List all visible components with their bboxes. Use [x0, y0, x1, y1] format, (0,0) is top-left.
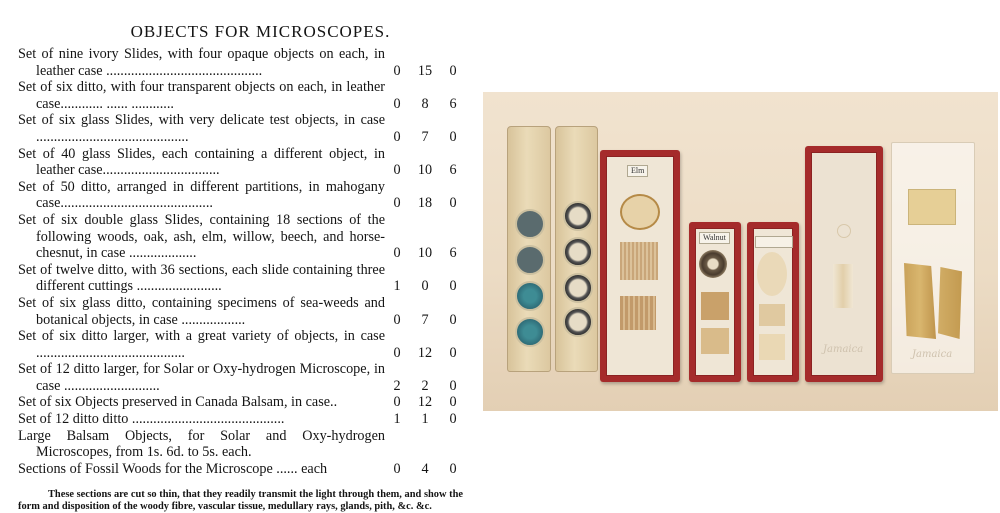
ivory-slide-transparent: [555, 126, 598, 372]
slides-photograph: [483, 92, 998, 411]
catalog-entry: [18, 411, 463, 428]
entry-description: Set of 12 ditto ditto ...........................................: [18, 411, 285, 428]
entry-price: [389, 394, 461, 411]
price-pounds: 0: [393, 128, 401, 145]
catalog-entry: [18, 328, 463, 361]
walnut-section-slide: [689, 222, 741, 382]
wood-section-round: [757, 252, 787, 296]
entry-description: Large Balsam Objects, for Solar and Oxy-hydrogen Microscopes, from 1s. 6d. to 5s. each.: [18, 427, 385, 461]
entry-price: [389, 278, 461, 295]
entry-description: Sections of Fossil Woods for the Microscope ...... each: [18, 460, 328, 477]
entry-description: Set of six double glass Slides, containing 18 sections of the following woods, oak, ash, elm, willow, beech, and horse-chesnut, in case ...................: [18, 211, 385, 262]
entry-description: Set of twelve ditto, with 36 sections, each slide containing three different cuttings ........................: [18, 261, 385, 295]
price-pounds: 0: [393, 162, 401, 179]
entry-description: Set of six ditto larger, with a great variety of objects, in case ..........................................: [18, 328, 385, 361]
catalog-page: [18, 22, 463, 513]
price-shillings: 0: [421, 278, 429, 295]
entry-price: [389, 312, 461, 329]
opaque-object: [515, 317, 545, 347]
slide-label-walnut: Walnut: [699, 232, 730, 244]
catalog-footnote: These sections are cut so thin, that they readily transmit the light through them, and show the form and disposition of the woody fibre, vascular tissue, medullary rays, glands, pith, &c. &c.: [18, 489, 463, 513]
slide-label-blank: [755, 236, 793, 248]
wood-section-long: [759, 304, 785, 326]
jamaica-glass-slide: [891, 142, 975, 374]
entry-description: Set of 50 ditto, arranged in different partitions, in mahogany case...........................................: [18, 178, 385, 212]
price-pence: 6: [449, 95, 457, 112]
catalog-entry: [18, 461, 463, 478]
entry-description: Set of 40 glass Slides, each containing a different object, in leather case.................................: [18, 145, 385, 179]
price-pounds: 0: [393, 311, 401, 328]
price-pence: 0: [449, 311, 457, 328]
entry-price: [389, 195, 461, 212]
price-pounds: 0: [393, 460, 401, 477]
catalog-entry: [18, 394, 463, 411]
price-pounds: 2: [393, 377, 401, 394]
entry-description: Set of six Objects preserved in Canada Balsam, in case..: [18, 394, 338, 411]
entry-description: Set of six ditto, with four transparent objects on each, in leather case............ ...... ............: [18, 79, 385, 112]
opaque-object: [515, 245, 545, 275]
entry-price: [389, 245, 461, 262]
entry-price: [389, 96, 461, 113]
transparent-object: [563, 307, 593, 337]
price-pence: 6: [449, 162, 457, 179]
catalog-entry: [18, 361, 463, 394]
entry-price: [389, 129, 461, 146]
price-pence: 0: [449, 344, 457, 361]
ivory-slide-opaque: [507, 126, 551, 372]
wood-section-long: [620, 242, 658, 280]
price-pence: 0: [449, 460, 457, 477]
price-pounds: 0: [393, 344, 401, 361]
price-pounds: 0: [393, 95, 401, 112]
entry-price: [389, 411, 461, 428]
catalog-title: OBJECTS FOR MICROSCOPES.: [130, 22, 391, 41]
price-shillings: 7: [421, 128, 429, 145]
price-pounds: 0: [393, 62, 401, 79]
price-shillings: 10: [417, 245, 433, 262]
price-pence: 0: [449, 62, 457, 79]
wood-section-tangential: [938, 267, 962, 339]
elm-section-slide: [600, 150, 680, 382]
entry-description: Set of six glass ditto, containing specimens of sea-weeds and botanical objects, in case ..................: [18, 294, 385, 328]
price-shillings: 8: [421, 95, 429, 112]
transparent-object: [563, 237, 593, 267]
price-pounds: 1: [393, 278, 401, 295]
price-shillings: 10: [417, 162, 433, 179]
entry-price: [389, 162, 461, 179]
jamaica-section-slide: [805, 146, 883, 382]
price-pounds: 1: [393, 411, 401, 428]
entry-description: Set of nine ivory Slides, with four opaque objects on each, in leather case ............................................: [18, 46, 385, 79]
section-slide: [747, 222, 799, 382]
price-pence: 0: [449, 377, 457, 394]
price-pence: 0: [449, 195, 457, 212]
catalog-entry: [18, 212, 463, 262]
catalog-entries: [18, 46, 463, 477]
wood-section-tangential: [620, 296, 656, 330]
catalog-entry: [18, 262, 463, 295]
price-pence: 6: [449, 245, 457, 262]
catalog-entry: [18, 428, 463, 461]
price-shillings: 12: [417, 394, 433, 411]
price-shillings: 4: [421, 460, 429, 477]
entry-price: [389, 378, 461, 395]
transparent-object: [563, 201, 593, 231]
price-pence: 0: [449, 394, 457, 411]
wood-section-round: [699, 250, 727, 278]
wood-section-long: [904, 263, 936, 339]
wood-section-tangential: [759, 334, 785, 360]
entry-price: [389, 345, 461, 362]
catalog-entry: [18, 179, 463, 212]
price-shillings: 12: [417, 344, 433, 361]
price-shillings: 15: [417, 62, 433, 79]
price-pence: 0: [449, 128, 457, 145]
wood-section-round: [837, 224, 851, 238]
entry-description: Set of 12 ditto larger, for Solar or Oxy-hydrogen Microscope, in case ...........................: [18, 361, 385, 394]
price-pounds: 0: [393, 394, 401, 411]
catalog-entry: [18, 46, 463, 79]
catalog-entry: [18, 112, 463, 145]
opaque-object: [515, 209, 545, 239]
entry-price: [389, 63, 461, 80]
slide-inscription: Jamaica: [823, 344, 864, 355]
entry-price: [389, 461, 461, 478]
catalog-entry: [18, 295, 463, 328]
transparent-object: [563, 273, 593, 303]
slide-inscription: Jamaica: [912, 349, 953, 360]
opaque-object: [515, 281, 545, 311]
price-pence: 0: [449, 411, 457, 428]
price-shillings: 2: [421, 377, 429, 394]
wood-section-tangential: [701, 328, 729, 354]
entry-description: Set of six glass Slides, with very delicate test objects, in case ...........................................: [18, 112, 385, 145]
price-shillings: 1: [421, 411, 429, 428]
catalog-entry: [18, 79, 463, 112]
wood-section-transverse: [908, 189, 956, 225]
wood-section-long: [701, 292, 729, 320]
slide-label-elm: Elm: [627, 165, 648, 177]
price-pounds: 0: [393, 195, 401, 212]
wood-section-round: [620, 194, 660, 230]
wood-section-long: [833, 264, 853, 308]
price-shillings: 7: [421, 311, 429, 328]
price-pence: 0: [449, 278, 457, 295]
catalog-entry: [18, 146, 463, 179]
price-pounds: 0: [393, 245, 401, 262]
price-shillings: 18: [417, 195, 433, 212]
